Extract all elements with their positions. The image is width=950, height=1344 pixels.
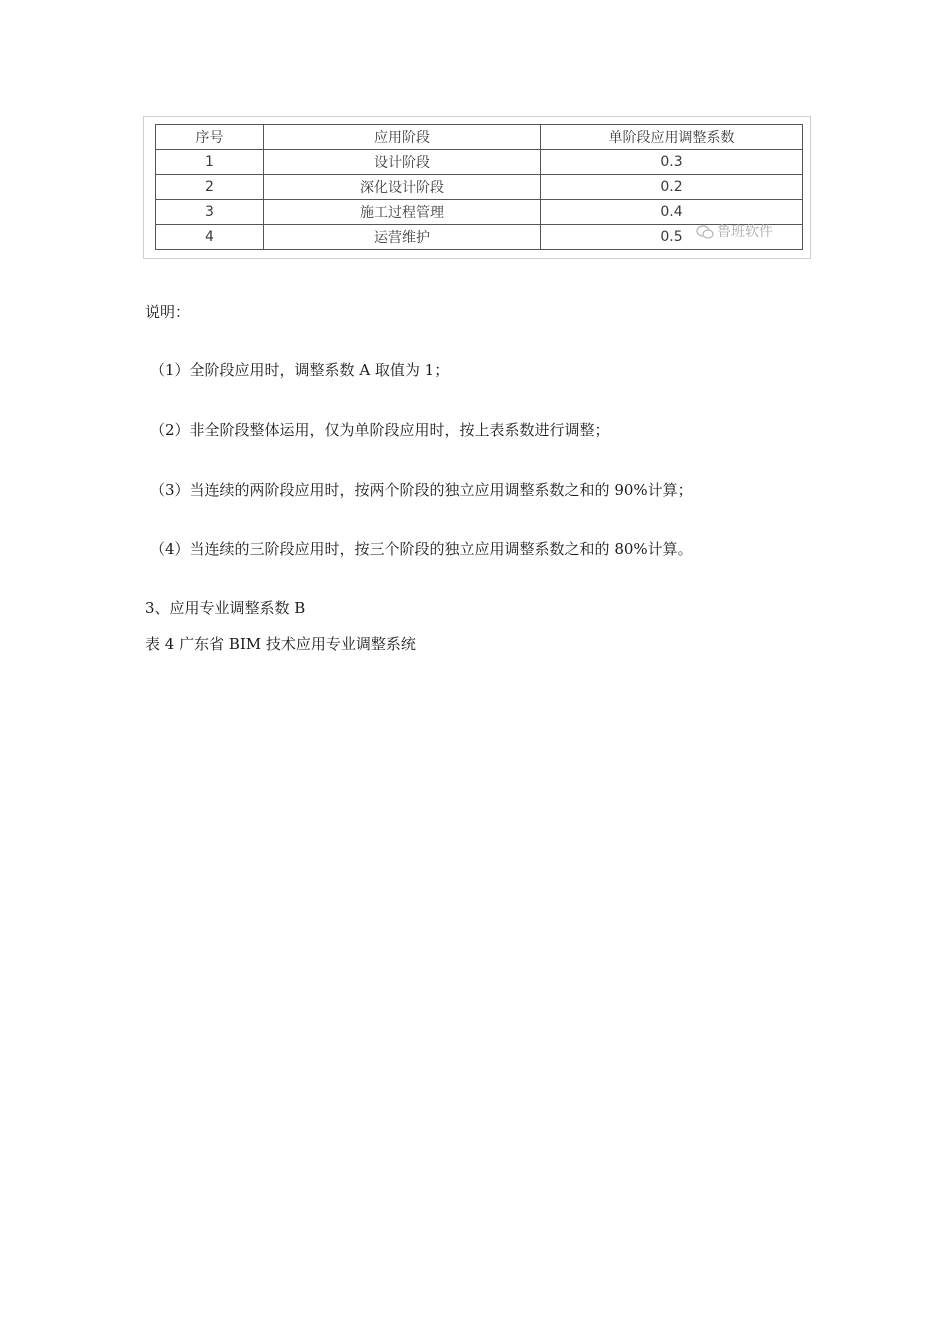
watermark [696, 221, 773, 241]
header-index: 序号 [156, 125, 264, 150]
row-stage: 深化设计阶段 [264, 175, 541, 200]
note-item-4: （4）当连续的三阶段应用时，按三个阶段的独立应用调整系数之和的 80%计算。 [150, 540, 693, 558]
row-index: 3 [156, 200, 264, 225]
header-coefficient: 单阶段应用调整系数 [541, 125, 803, 150]
note-item-2: （2）非全阶段整体运用，仅为单阶段应用时，按上表系数进行调整； [150, 421, 610, 439]
row-index: 4 [156, 225, 264, 250]
table-caption: 表 4 广东省 BIM 技术应用专业调整系统 [145, 635, 416, 653]
coefficient-table-image [143, 116, 811, 259]
row-coefficient: 0.4 [541, 200, 803, 225]
wechat-icon [696, 225, 714, 239]
note-item-3: （3）当连续的两阶段应用时，按两个阶段的独立应用调整系数之和的 90%计算； [150, 481, 693, 499]
table-header-row [156, 125, 803, 150]
header-stage: 应用阶段 [264, 125, 541, 150]
table-row [156, 175, 803, 200]
table-row [156, 150, 803, 175]
note-item-1: （1）全阶段应用时，调整系数 A 取值为 1； [150, 361, 450, 379]
row-coefficient: 0.3 [541, 150, 803, 175]
row-coefficient: 0.5 [541, 225, 803, 250]
notes-heading: 说明： [145, 303, 191, 321]
row-index: 1 [156, 150, 264, 175]
row-stage: 运营维护 [264, 225, 541, 250]
row-stage: 设计阶段 [264, 150, 541, 175]
section-heading: 3、应用专业调整系数 B [145, 599, 306, 617]
watermark-text: 鲁班软件 [717, 224, 773, 240]
row-stage: 施工过程管理 [264, 200, 541, 225]
row-index: 2 [156, 175, 264, 200]
row-coefficient: 0.2 [541, 175, 803, 200]
